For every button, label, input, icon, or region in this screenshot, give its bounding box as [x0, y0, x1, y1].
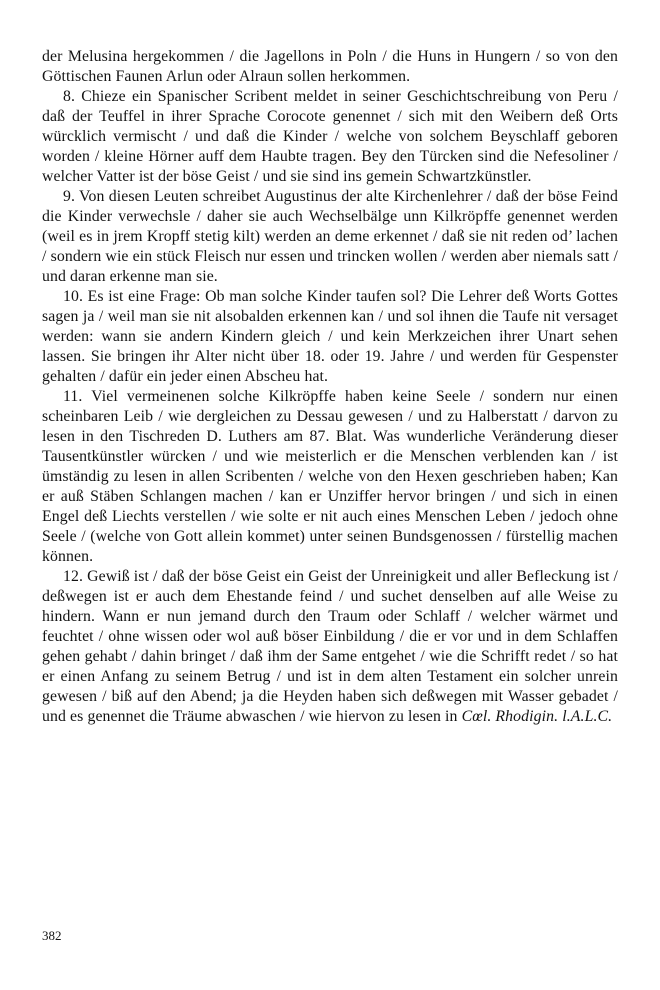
citation: Cœl. Rhodigin. l.A.L.C.: [461, 708, 613, 725]
paragraph-12: [42, 567, 618, 727]
page-text: [42, 47, 618, 727]
paragraph-9: 9. Von diesen Leuten schreibet Augustinus der alte Kirchenlehrer / daß der böse Feind die Kinder verwechsle / daher sie auch Wechselbälge unn Kilkröpffe genennet werden (weil es in jrem Kropff stetig kilt) werden an deme erkennet / daß sie nit reden od’ lachen / sondern wie ein stück Fleisch nur essen und trincken wollen / werden aber niemals satt / und daran erkenne man sie.: [42, 188, 618, 285]
page-number: 382: [42, 928, 62, 943]
paragraph-8: 8. Chieze ein Spanischer Scribent meldet in seiner Geschichtschreibung von Peru / daß der Teuffel in ihrer Sprache Corocote genennet / sich mit den Weibern deß Orts würcklich vermischt / und daß die Kinder / welche von solchem Beyschlaff geboren worden / kleine Hörner auff dem Haubte tragen. Bey den Türcken sind die Nefesoliner / welcher Vatter ist der böse Geist / und sie sind ins gemein Schwartzkünstler.: [42, 88, 618, 185]
paragraph-11: 11. Viel vermeinenen solche Kilkröpffe haben keine Seele / sondern nur einen scheinbaren Leib / wie dergleichen zu Dessau gewesen / und zu Halberstatt / darvon zu lesen in den Tischreden D. Luthers am 87. Blat. Was wunderliche Veränderung dieser Tausentkünstler würcken / und wie meisterlich er die Menschen verblenden kan / ist ümständig zu lesen in allen Scribenten / welche von den Hexen geschrieben haben; Kan er auß Stäben Schlangen machen / kan er Unziffer hervor bringen / und sich in einen Engel deß Liechts verstellen / wie solte er nit auch eines Menschen Leben / jedoch ohne Seele / (welche von Gott allein kommet) unter seinen Bundsgenossen / fürstellig machen können.: [42, 388, 618, 565]
paragraph-12-text: 12. Gewiß ist / daß der böse Geist ein Geist der Unreinigkeit und aller Befleckung ist / deßwegen ist er auch dem Ehestande feind / und suchet denselben auf alle Weise zu hindern. Wann er nun jemand durch den Traum oder Schlaff / welcher wärmet und feuchtet / ohne wissen oder wol auß böser Einbildung / die er vor und in dem Schlaffen gehen gehabt / dahin bringet / daß ihm der Same entgehet / wie die Schrifft redet / so hat er einen Anfang zu seinem Betrug / und ist in dem alten Testament ein solcher unrein gewesen / biß auf den Abend; ja die Heyden haben sich deßwegen mit Wasser gebadet / und es genennet die Träume abwaschen / wie hiervon zu lesen in: [42, 568, 618, 725]
paragraph-continuation: der Melusina hergekommen / die Jagellons in Poln / die Huns in Hungern / so von den Göttischen Faunen Arlun oder Alraun sollen herkommen.: [42, 48, 618, 85]
paragraph-10: 10. Es ist eine Frage: Ob man solche Kinder taufen sol? Die Lehrer deß Worts Gottes sagen ja / weil man sie nit alsobalden erkennen kan / und sol ihnen die Taufe nit versaget werden: wann sie andern Kindern gleich / und kein Merkzeichen ihrer Unart sehen lassen. Sie bringen ihr Alter nicht über 18. oder 19. Jahre / und werden für Gespenster gehalten / dafür ein jeder einen Abscheu hat.: [42, 288, 618, 385]
